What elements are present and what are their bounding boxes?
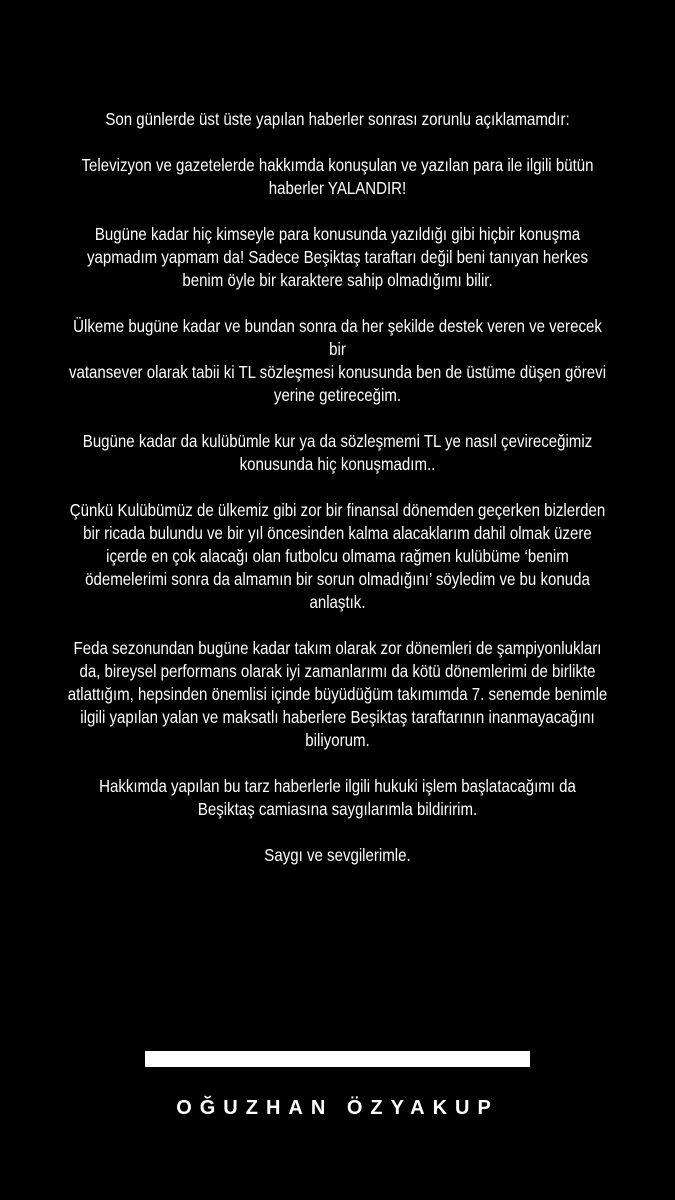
statement-paragraph-1: Son günlerde üst üste yapılan haberler sonrası zorunlu açıklamamdır: [105,109,570,129]
statement-paragraph-5: Bugüne kadar da kulübümle kur ya da sözleşmemi TL ye nasıl çevireceğimiz konusunda hiç konuşmadım.. [82,431,593,474]
statement-paragraph-7: Feda sezonundan bugüne kadar takım olarak zor dönemleri de şampiyonlukları da, bireysel performans olarak iyi zamanlarımı da kötü dönemlerimi de birlikte atlattığım, hepsinden önemlisi içinde büyüdüğüm takımımda 7. senemde benimle ilgili yapılan yalan ve maksatlı haberlere Beşiktaş taraftarının inanmayacağını biliyorum. [67,638,608,750]
statement-paragraph-8: Hakkımda yapılan bu tarz haberlerle ilgili hukuki işlem başlatacağımı da Beşiktaş camiasına saygılarımla bildiririm. [99,776,576,819]
statement-paragraph-3: Bugüne kadar hiç kimseyle para konusunda yazıldığı gibi hiçbir konuşma yapmadım yapmam da! Sadece Beşiktaş taraftarı değil beni tanıyan herkes benim öyle bir karaktere sahip olmadığımı bilir. [86,224,589,290]
statement-paragraph-4: Ülkeme bugüne kadar ve bundan sonra da her şekilde destek veren ve verecek bir vatansever olarak tabii ki TL sözleşmesi konusunda ben de üstüme düşen görevi yerine getireceğim. [68,316,607,405]
statement-paragraph-6: Çünkü Kulübümüz de ülkemiz gibi zor bir finansal dönemden geçerken bizlerden bir ricada bulundu ve bir yıl öncesinden kalma alacaklarım dahil olmak üzere içerde en çok alacağı olan futbolcu olmama rağmen kulübüme ‘benim ödemelerimi sonra da almamın bir sorun olmadığını’ söyledim ve bu konuda anlaştık. [69,500,606,612]
closing-line: Saygı ve sevgilerimle. [264,845,411,865]
signature-name: OĞUZHAN ÖZYAKUP [176,1097,499,1119]
statement-text [0,108,675,890]
signature-divider [145,1051,530,1067]
statement-paragraph-2: Televizyon ve gazetelerde hakkımda konuşulan ve yazılan para ile ilgili bütün haberler YALANDIR! [81,155,594,198]
